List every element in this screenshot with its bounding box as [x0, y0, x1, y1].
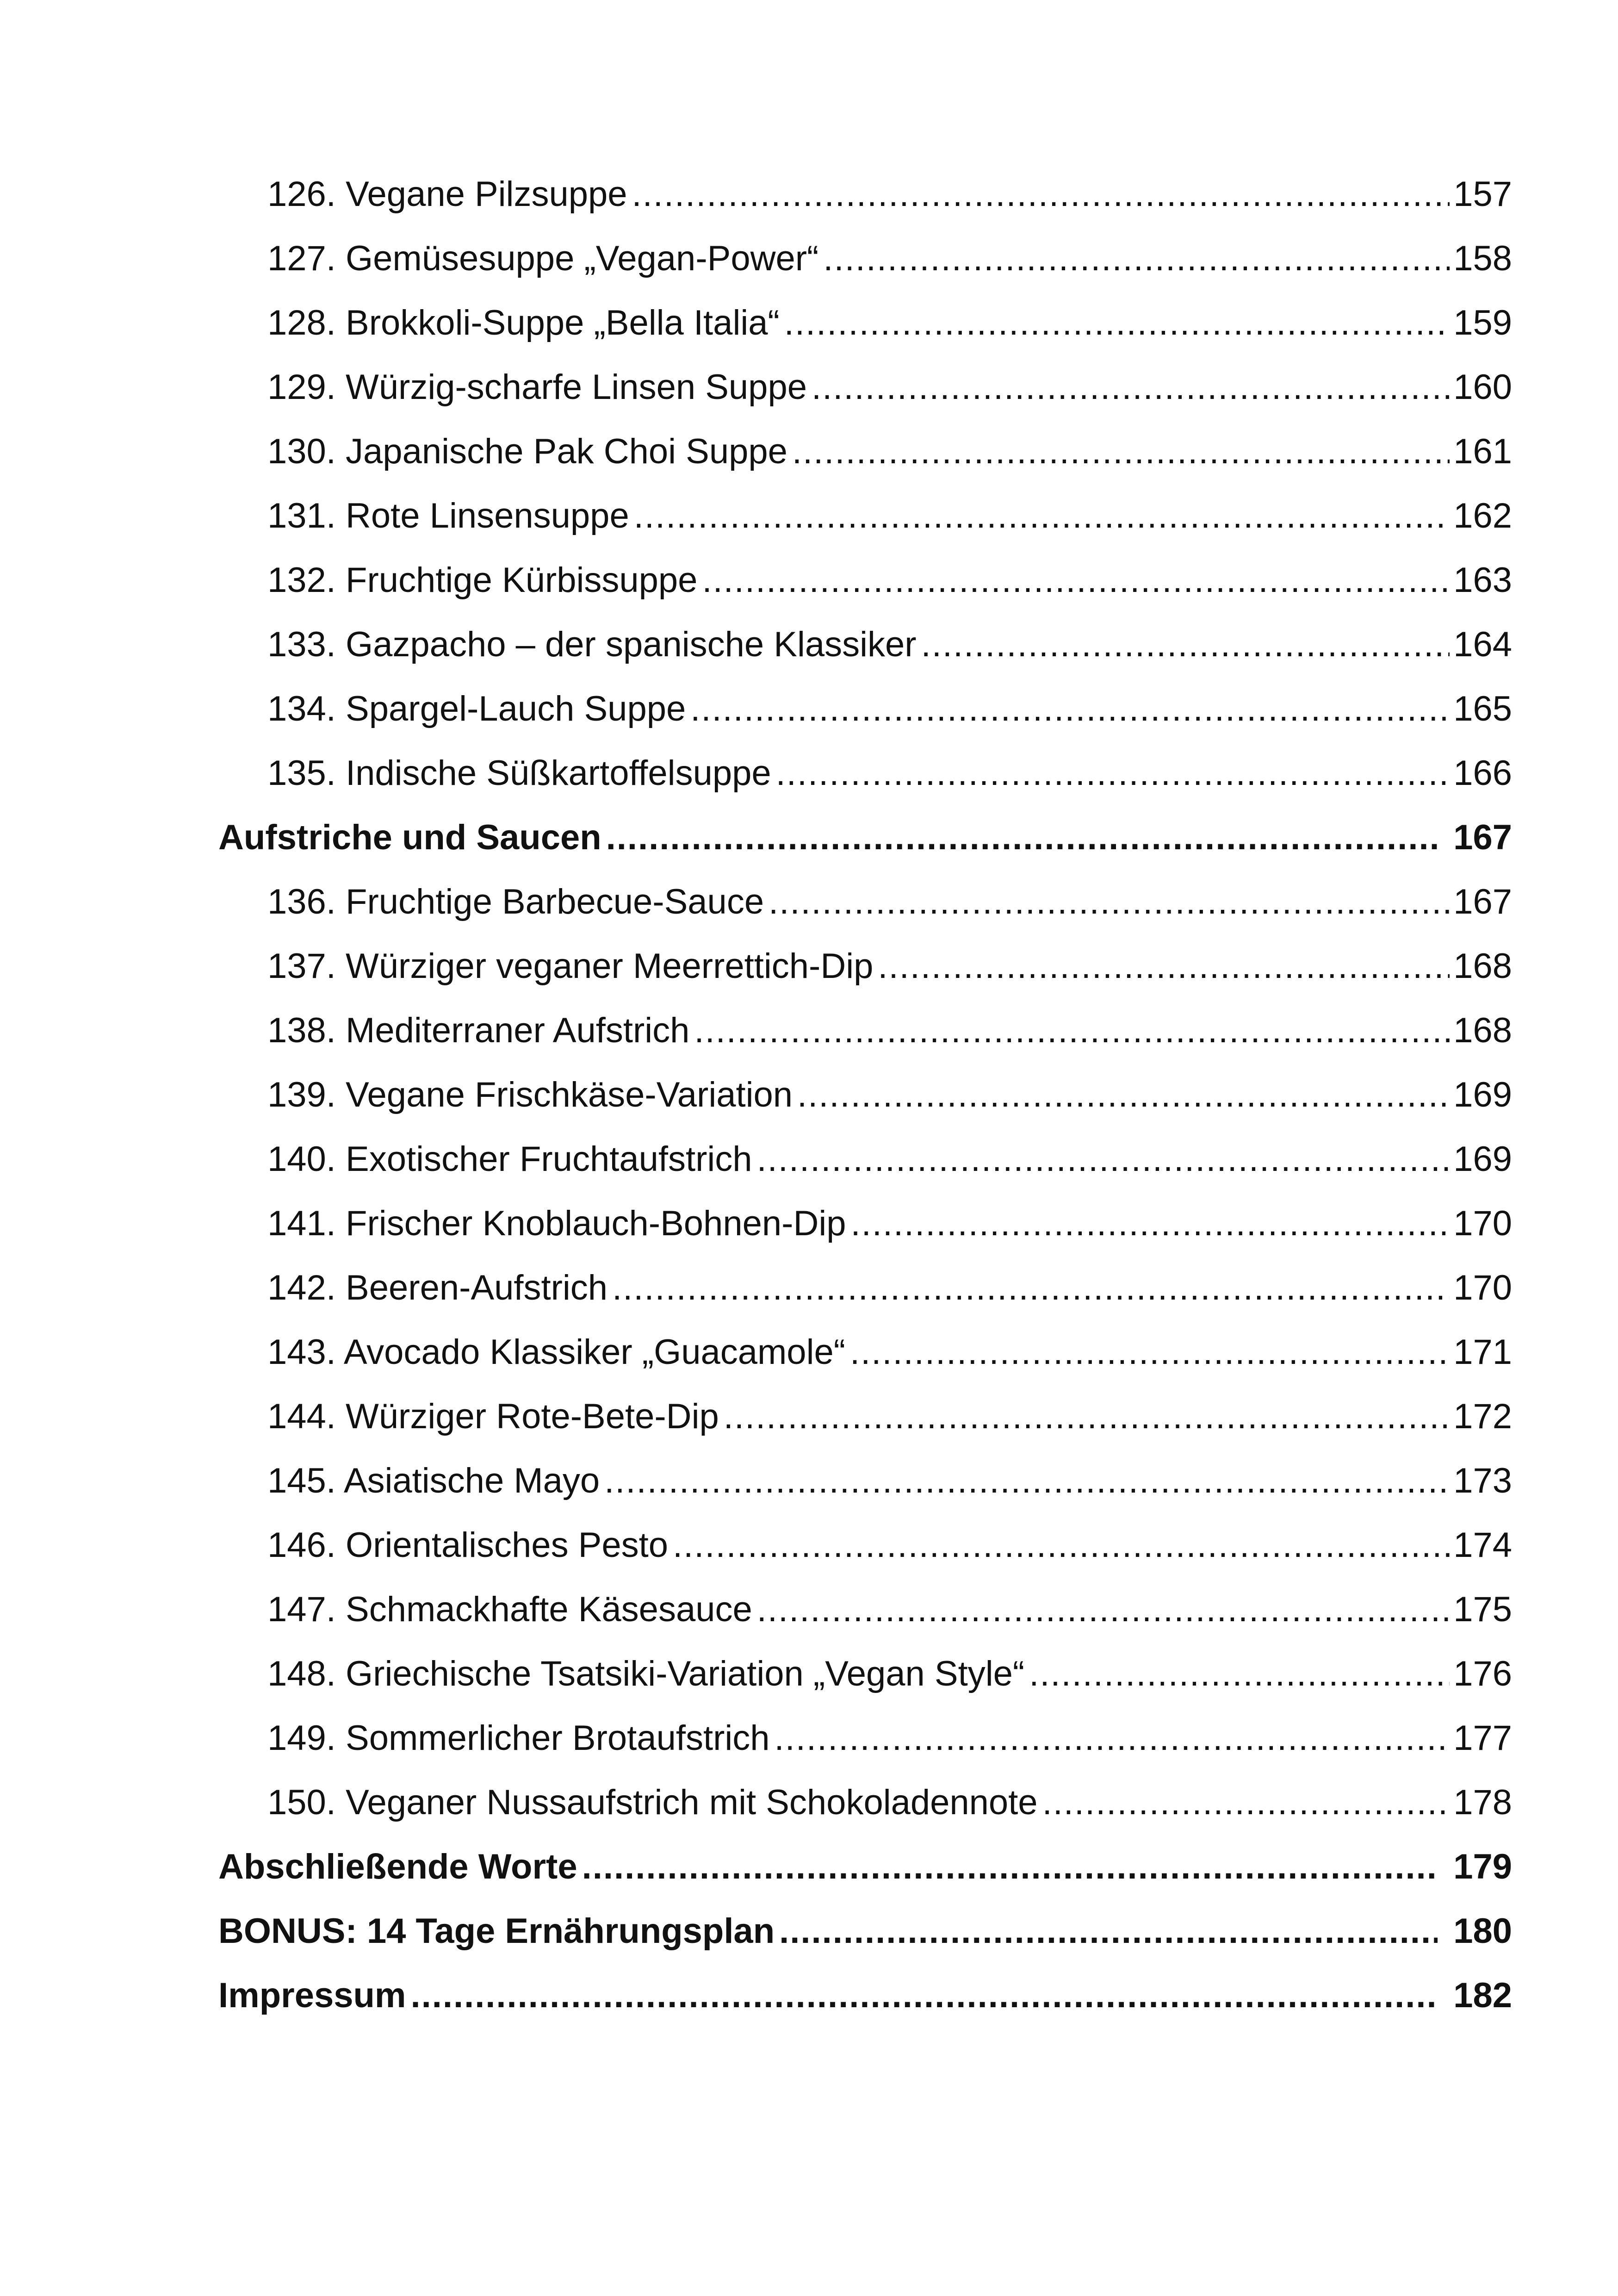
toc-page-number: 159 [1453, 303, 1512, 342]
dot-leader [850, 1320, 1450, 1384]
dot-leader [776, 741, 1450, 805]
toc-entry-title: 131. Rote Linsensuppe [267, 496, 629, 535]
toc-entry-title: 147. Schmackhafte Käsesauce [267, 1590, 752, 1629]
toc-entry-title: 139. Vegane Frischkäse-Variation [267, 1075, 793, 1114]
toc-entry-title: 141. Frischer Knoblauch-Bohnen-Dip [267, 1204, 846, 1243]
toc-entry-title: 136. Fruchtige Barbecue-Sauce [267, 882, 764, 921]
toc-page-number: 171 [1453, 1332, 1512, 1372]
toc-page-number: 158 [1453, 239, 1512, 278]
toc-entry[interactable] [267, 870, 1512, 934]
toc-entry-title: 135. Indische Süßkartoffelsuppe [267, 753, 771, 793]
toc-page-number: 167 [1453, 818, 1512, 857]
dot-leader [632, 162, 1450, 226]
toc-page-number: 176 [1453, 1654, 1512, 1693]
toc-entry-title: 148. Griechische Tsatsiki-Variation „Vegan Style“ [267, 1654, 1025, 1693]
dot-leader [823, 226, 1450, 291]
table-of-contents [0, 162, 1618, 2028]
dot-leader [724, 1384, 1450, 1449]
toc-entry-title: 129. Würzig-scharfe Linsen Suppe [267, 367, 807, 407]
toc-page-number: 182 [1453, 1976, 1512, 2015]
toc-section-heading[interactable] [218, 805, 1512, 870]
toc-entry[interactable] [267, 548, 1512, 612]
toc-entry-title: 140. Exotischer Fruchtaufstrich [267, 1139, 752, 1179]
dot-leader [878, 934, 1450, 998]
dot-leader [582, 1835, 1438, 1899]
toc-section-heading[interactable] [218, 1963, 1512, 2028]
toc-entry[interactable] [267, 1770, 1512, 1835]
toc-page-number: 169 [1453, 1139, 1512, 1179]
toc-entry[interactable] [267, 1642, 1512, 1706]
toc-page-number: 175 [1453, 1590, 1512, 1629]
toc-entry-title: 145. Asiatische Mayo [267, 1461, 600, 1500]
dot-leader [850, 1191, 1450, 1256]
toc-section-heading[interactable] [218, 1835, 1512, 1899]
toc-page-number: 173 [1453, 1461, 1512, 1500]
toc-entry-title: 126. Vegane Pilzsuppe [267, 174, 627, 214]
toc-page-number: 179 [1453, 1847, 1512, 1886]
dot-leader [921, 612, 1450, 677]
toc-page-number: 172 [1453, 1397, 1512, 1436]
toc-entry[interactable] [267, 484, 1512, 548]
toc-section-title: BONUS: 14 Tage Ernährungsplan [218, 1911, 775, 1951]
toc-entry[interactable] [267, 162, 1512, 226]
toc-entry[interactable] [267, 1127, 1512, 1191]
toc-entry[interactable] [267, 1191, 1512, 1256]
toc-entry[interactable] [267, 1449, 1512, 1513]
toc-entry-title: 150. Veganer Nussaufstrich mit Schokoladennote [267, 1783, 1038, 1822]
toc-entry[interactable] [267, 1256, 1512, 1320]
dot-leader [612, 1256, 1450, 1320]
dot-leader [784, 291, 1450, 355]
toc-entry[interactable] [267, 1320, 1512, 1384]
toc-entry-title: 143. Avocado Klassiker „Guacamole“ [267, 1332, 846, 1372]
dot-leader [690, 677, 1450, 741]
toc-page-number: 169 [1453, 1075, 1512, 1114]
toc-page-number: 170 [1453, 1268, 1512, 1307]
toc-entry[interactable] [267, 1577, 1512, 1642]
toc-page-number: 164 [1453, 625, 1512, 664]
toc-entry-title: 134. Spargel-Lauch Suppe [267, 689, 686, 728]
toc-page-number: 160 [1453, 367, 1512, 407]
dot-leader [797, 1063, 1450, 1127]
toc-page-number: 168 [1453, 946, 1512, 986]
dot-leader [779, 1899, 1438, 1963]
toc-page-number: 162 [1453, 496, 1512, 535]
dot-leader [792, 419, 1450, 484]
toc-page-number: 165 [1453, 689, 1512, 728]
toc-entry-title: 137. Würziger veganer Meerrettich-Dip [267, 946, 874, 986]
toc-entry-title: 138. Mediterraner Aufstrich [267, 1011, 690, 1050]
toc-entry-title: 146. Orientalisches Pesto [267, 1525, 669, 1565]
toc-page-number: 167 [1453, 882, 1512, 921]
dot-leader [757, 1577, 1450, 1642]
toc-section-title: Aufstriche und Saucen [218, 818, 601, 857]
toc-entry[interactable] [267, 355, 1512, 419]
toc-entry[interactable] [267, 1063, 1512, 1127]
toc-page-number: 178 [1453, 1783, 1512, 1822]
toc-section-title: Abschließende Worte [218, 1847, 577, 1886]
toc-page-number: 180 [1453, 1911, 1512, 1951]
dot-leader [634, 484, 1450, 548]
toc-entry[interactable] [267, 677, 1512, 741]
dot-leader [769, 870, 1450, 934]
toc-entry[interactable] [267, 612, 1512, 677]
toc-section-title: Impressum [218, 1976, 406, 2015]
toc-page-number: 163 [1453, 560, 1512, 600]
dot-leader [604, 1449, 1450, 1513]
dot-leader [775, 1706, 1450, 1770]
dot-leader [812, 355, 1450, 419]
dot-leader [757, 1127, 1450, 1191]
dot-leader [702, 548, 1450, 612]
toc-entry-title: 133. Gazpacho – der spanische Klassiker [267, 625, 917, 664]
toc-entry[interactable] [267, 291, 1512, 355]
toc-entry-title: 149. Sommerlicher Brotaufstrich [267, 1718, 770, 1758]
toc-entry[interactable] [267, 1706, 1512, 1770]
toc-page-number: 177 [1453, 1718, 1512, 1758]
dot-leader [673, 1513, 1450, 1577]
toc-entry[interactable] [267, 934, 1512, 998]
toc-section-heading[interactable] [218, 1899, 1512, 1963]
toc-entry-title: 128. Brokkoli-Suppe „Bella Italia“ [267, 303, 780, 342]
toc-entry[interactable] [267, 741, 1512, 805]
toc-entry-title: 144. Würziger Rote-Bete-Dip [267, 1397, 719, 1436]
dot-leader [606, 805, 1438, 870]
dot-leader [694, 998, 1450, 1063]
toc-page-number: 166 [1453, 753, 1512, 793]
toc-page-number: 161 [1453, 432, 1512, 471]
toc-entry[interactable] [267, 998, 1512, 1063]
toc-page-number: 157 [1453, 174, 1512, 214]
toc-entry-title: 142. Beeren-Aufstrich [267, 1268, 608, 1307]
dot-leader [1029, 1642, 1450, 1706]
dot-leader [411, 1963, 1438, 2028]
toc-entry[interactable] [267, 1513, 1512, 1577]
toc-page-number: 170 [1453, 1204, 1512, 1243]
toc-entry-title: 127. Gemüsesuppe „Vegan-Power“ [267, 239, 819, 278]
toc-entry-title: 132. Fruchtige Kürbissuppe [267, 560, 698, 600]
toc-entry[interactable] [267, 226, 1512, 291]
toc-page-number: 168 [1453, 1011, 1512, 1050]
toc-page-number: 174 [1453, 1525, 1512, 1565]
dot-leader [1042, 1770, 1450, 1835]
toc-entry[interactable] [267, 1384, 1512, 1449]
toc-entry-title: 130. Japanische Pak Choi Suppe [267, 432, 787, 471]
toc-entry[interactable] [267, 419, 1512, 484]
